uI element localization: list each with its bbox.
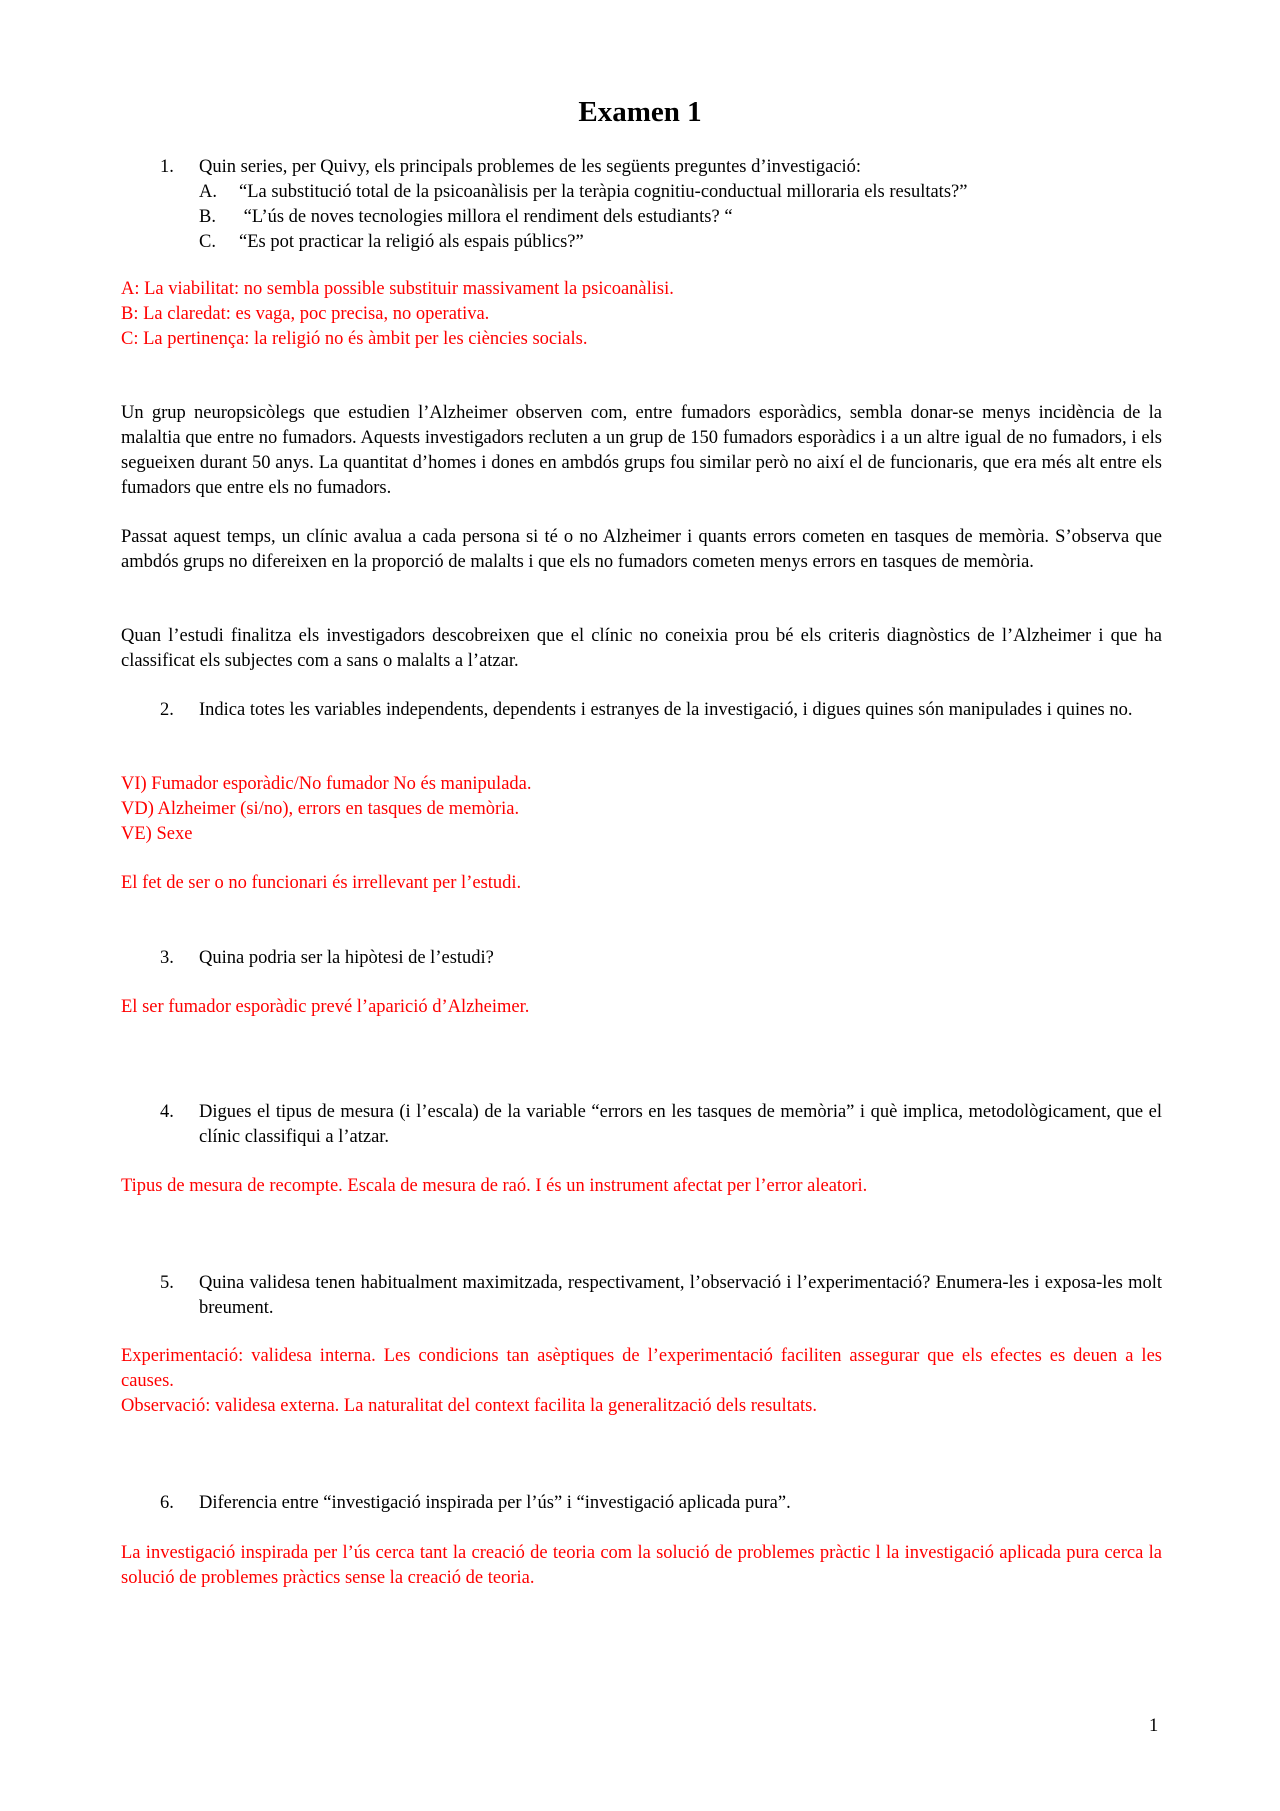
question-1-item-b: B. “L’ús de noves tecnologies millora el rendiment dels estudiants? “	[199, 207, 733, 227]
exam-title: Examen 1	[578, 96, 702, 128]
answer-3: El ser fumador esporàdic prevé l’aparició d’Alzheimer.	[121, 997, 530, 1017]
answer-line: VE) Sexe	[121, 824, 193, 844]
question-2	[121, 698, 1162, 723]
question-number: 4.	[160, 1102, 174, 1122]
answer-line: C: La pertinença: la religió no és àmbit per les ciències socials.	[121, 329, 588, 349]
answer-line: VI) Fumador esporàdic/No fumador No és manipulada.	[121, 774, 532, 794]
question-1-item-c: C. “Es pot practicar la religió als espais públics?”	[199, 232, 584, 252]
question-number: 5.	[160, 1273, 174, 1293]
answer-line: B: La claredat: es vaga, poc precisa, no operativa.	[121, 304, 490, 324]
answer-line: Experimentació: validesa interna. Les condicions tan asèptiques de l’experimentació faciliten assegurar que els efectes es deuen a les causes.	[121, 1346, 1162, 1391]
question-number: 2.	[160, 700, 174, 720]
question-1	[121, 155, 1162, 255]
answer-5	[121, 1344, 1162, 1419]
question-1-item-a: A. “La substitució total de la psicoanàlisis per la teràpia cognitiu-conductual milloraria els resultats?”	[199, 182, 968, 202]
question-number: 3.	[160, 948, 174, 968]
question-1-text: 1. Quin series, per Quivy, els principals problemes de les següents preguntes d’investigació:	[121, 155, 1162, 180]
answer-6: La investigació inspirada per l’ús cerca tant la creació de teoria com la solució de problemes pràctic l la investigació aplicada pura cerca la solució de problemes pràctics sense la creació de teoria.	[121, 1543, 1162, 1588]
answer-2-note: El fet de ser o no funcionari és irrellevant per l’estudi.	[121, 873, 522, 893]
answer-2	[121, 772, 1162, 847]
question-3-text: Quina podria ser la hipòtesi de l’estudi?	[199, 948, 494, 968]
page-number: 1	[1149, 1716, 1159, 1736]
scenario-paragraph-1: Un grup neuropsicòlegs que estudien l’Alzheimer observen com, entre fumadors esporàdics, sembla donar-se menys incidència de la malaltia que entre no fumadors. Aquests investigadors recluten a un grup de 150 fumadors esporàdics i a un altre igual de no fumadors, i els segueixen durant 50 anys. La quantitat d’homes i dones en ambdós grups fou similar però no així el de funcionaris, que era més alt entre els fumadors que entre els no fumadors.	[121, 403, 1162, 498]
question-5-text: Quina validesa tenen habitualment maximitzada, respectivament, l’observació i l’experimentació? Enumera-les i exposa-les molt breument.	[199, 1273, 1162, 1318]
scenario-paragraph-3: Quan l’estudi finalitza els investigadors descobreixen que el clínic no coneixia prou bé els criteris diagnòstics de l’Alzheimer i que ha classificat els subjectes com a sans o malalts a l’atzar.	[121, 626, 1162, 671]
question-2-text: Indica totes les variables independents, dependents i estranyes de la investigació, i digues quines són manipulades i quines no.	[199, 700, 1133, 720]
answer-4: Tipus de mesura de recompte. Escala de mesura de raó. I és un instrument afectat per l’error aleatori.	[121, 1176, 868, 1196]
answer-line: VD) Alzheimer (si/no), errors en tasques de memòria.	[121, 799, 520, 819]
question-6-text: Diferencia entre “investigació inspirada per l’ús” i “investigació aplicada pura”.	[199, 1493, 791, 1513]
question-6	[121, 1491, 1162, 1516]
question-3	[121, 946, 1162, 971]
question-5	[121, 1271, 1162, 1321]
question-4-text: Digues el tipus de mesura (i l’escala) de la variable “errors en les tasques de memòria” i què implica, metodològicament, que el clínic classifiqui a l’atzar.	[199, 1102, 1162, 1147]
question-number: 1.	[160, 157, 174, 177]
answer-line: A: La viabilitat: no sembla possible substituir massivament la psicoanàlisi.	[121, 279, 674, 299]
answer-1	[121, 277, 1162, 352]
answer-line: Observació: validesa externa. La naturalitat del context facilita la generalització dels resultats.	[121, 1396, 818, 1416]
question-4	[121, 1100, 1162, 1150]
question-number: 6.	[160, 1493, 174, 1513]
scenario-paragraph-2: Passat aquest temps, un clínic avalua a cada persona si té o no Alzheimer i quants errors cometen en tasques de memòria. S’observa que ambdós grups no difereixen en la proporció de malalts i que els no fumadors cometen menys errors en tasques de memòria.	[121, 527, 1162, 572]
